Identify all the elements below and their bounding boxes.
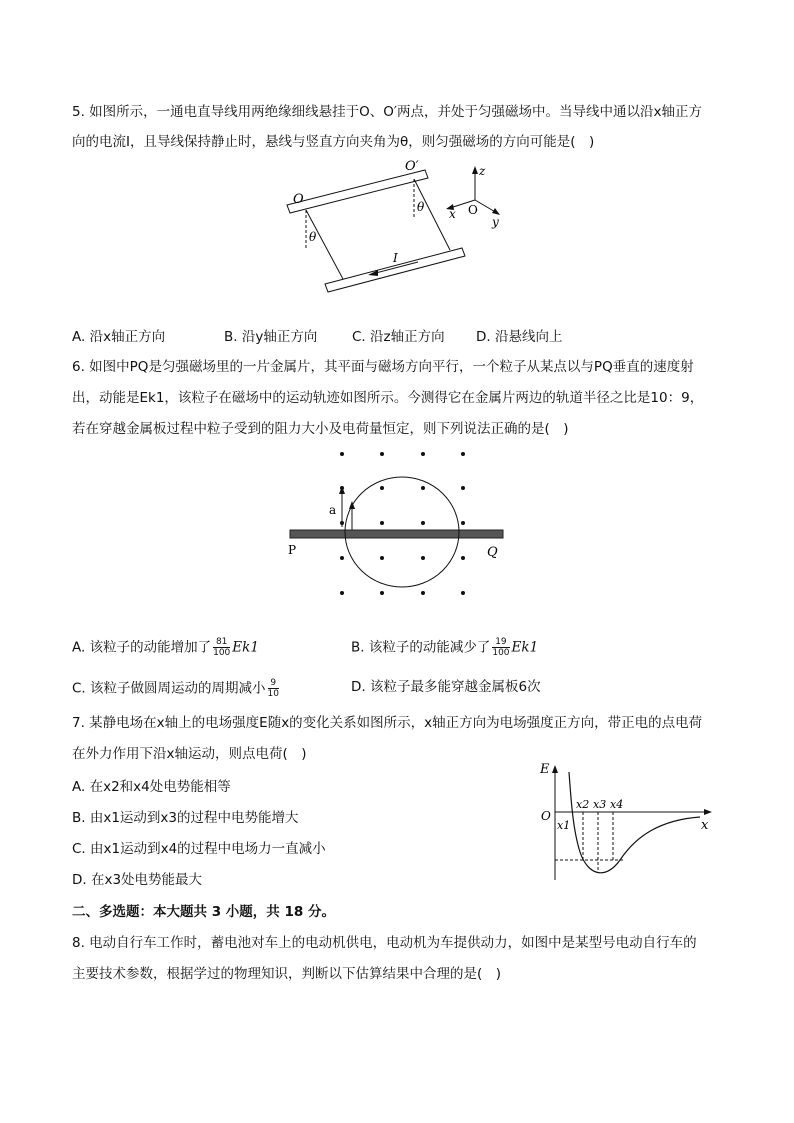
q6-option-d: D. 该粒子最多能穿越金属板6次 xyxy=(351,679,541,695)
axis-x-label: x xyxy=(449,207,456,221)
section-heading: 二、多选题：本大题共 3 小题，共 18 分。 xyxy=(72,904,335,920)
label-x3: x3 xyxy=(593,798,607,811)
q8-line-2: 主要技术参数，根据学过的物理知识，判断以下估算结果中合理的是( ) xyxy=(72,966,502,982)
q6-line-3: 若在穿越金属板过程中粒子受到的阻力大小及电荷量恒定，则下列说法正确的是( ) xyxy=(72,421,569,437)
q7-option-d: D. 在x3处电势能最大 xyxy=(72,872,203,888)
q6-option-a: A. 该粒子的动能增加了 $\frac{81}{100}$ Ek1 xyxy=(72,637,259,658)
axis-y-label: y xyxy=(492,215,499,229)
q7-line-2: 在外力作用下沿x轴运动，则点电荷( ) xyxy=(72,746,307,762)
q5-line-1: 5. 如图所示，一通电直导线用两绝缘细线悬挂于O、O′两点，并处于匀强磁场中。当导线中通以沿x轴正方 xyxy=(72,104,702,120)
label-p: P xyxy=(288,543,297,557)
q5-option-b: B. 沿y轴正方向 xyxy=(224,329,318,345)
label-a: a xyxy=(329,503,337,517)
q6-option-b-fraction: $\frac{19}{100}$ xyxy=(492,637,510,658)
label-theta-right: θ xyxy=(417,200,425,214)
q6-option-c-fraction: $\frac{9}{10}$ xyxy=(267,678,279,699)
label-e: E xyxy=(540,762,550,777)
label-current: I xyxy=(393,251,398,265)
axis-origin-label: O xyxy=(468,203,478,217)
q5-option-c: C. 沿z轴正方向 xyxy=(352,329,445,345)
q7-option-a: A. 在x2和x4处电势能相等 xyxy=(72,779,231,795)
label-x4: x4 xyxy=(610,798,624,811)
label-theta-left: θ xyxy=(309,230,317,244)
label-o-prime: O′ xyxy=(405,159,419,174)
label-x-axis: x xyxy=(701,818,709,833)
label-origin: O xyxy=(541,809,551,823)
q5-option-a: A. 沿x轴正方向 xyxy=(72,329,166,345)
q6-option-b-text: B. 该粒子的动能减少了 xyxy=(351,639,491,656)
q7-option-c: C. 由x1运动到x4的过程中电场力一直减小 xyxy=(72,841,326,857)
q6-option-b: B. 该粒子的动能减少了 $\frac{19}{100}$ Ek1 xyxy=(351,637,539,658)
q5-line-2: 向的电流I，且导线保持静止时，悬线与竖直方向夹角为θ，则匀强磁场的方向可能是( ) xyxy=(72,134,595,150)
q6-line-1: 6. 如图中PQ是匀强磁场里的一片金属片，其平面与磁场方向平行，一个粒子从某点以与PQ垂直的速度射 xyxy=(72,359,694,375)
label-q: Q xyxy=(487,545,498,560)
axis-z-label: z xyxy=(479,164,486,178)
label-o: O xyxy=(293,192,304,207)
label-x2: x2 xyxy=(576,798,590,811)
q5-option-d: D. 沿悬线向上 xyxy=(476,329,563,345)
q6-option-a-fraction: $\frac{81}{100}$ xyxy=(213,637,231,658)
q7-option-b: B. 由x1运动到x3的过程中电势能增大 xyxy=(72,810,299,826)
q7-line-1: 7. 某静电场在x轴上的电场强度E随x的变化关系如图所示，x轴正方向为电场强度正方向，带正电的点电荷 xyxy=(72,715,703,731)
q8-line-1: 8. 电动自行车工作时，蓄电池对车上的电动机供电，电动机为车提供动力，如图中是某型号电动自行车的 xyxy=(72,935,697,951)
q6-option-c-text: C. 该粒子做圆周运动的周期减小 xyxy=(72,680,266,697)
q6-line-2: 出，动能是Ek1，该粒子在磁场中的运动轨迹如图所示。今测得它在金属片两边的轨道半径之比是10：9， xyxy=(72,390,704,406)
label-x1: x1 xyxy=(557,819,571,832)
q6-option-a-text: A. 该粒子的动能增加了 xyxy=(72,639,212,656)
